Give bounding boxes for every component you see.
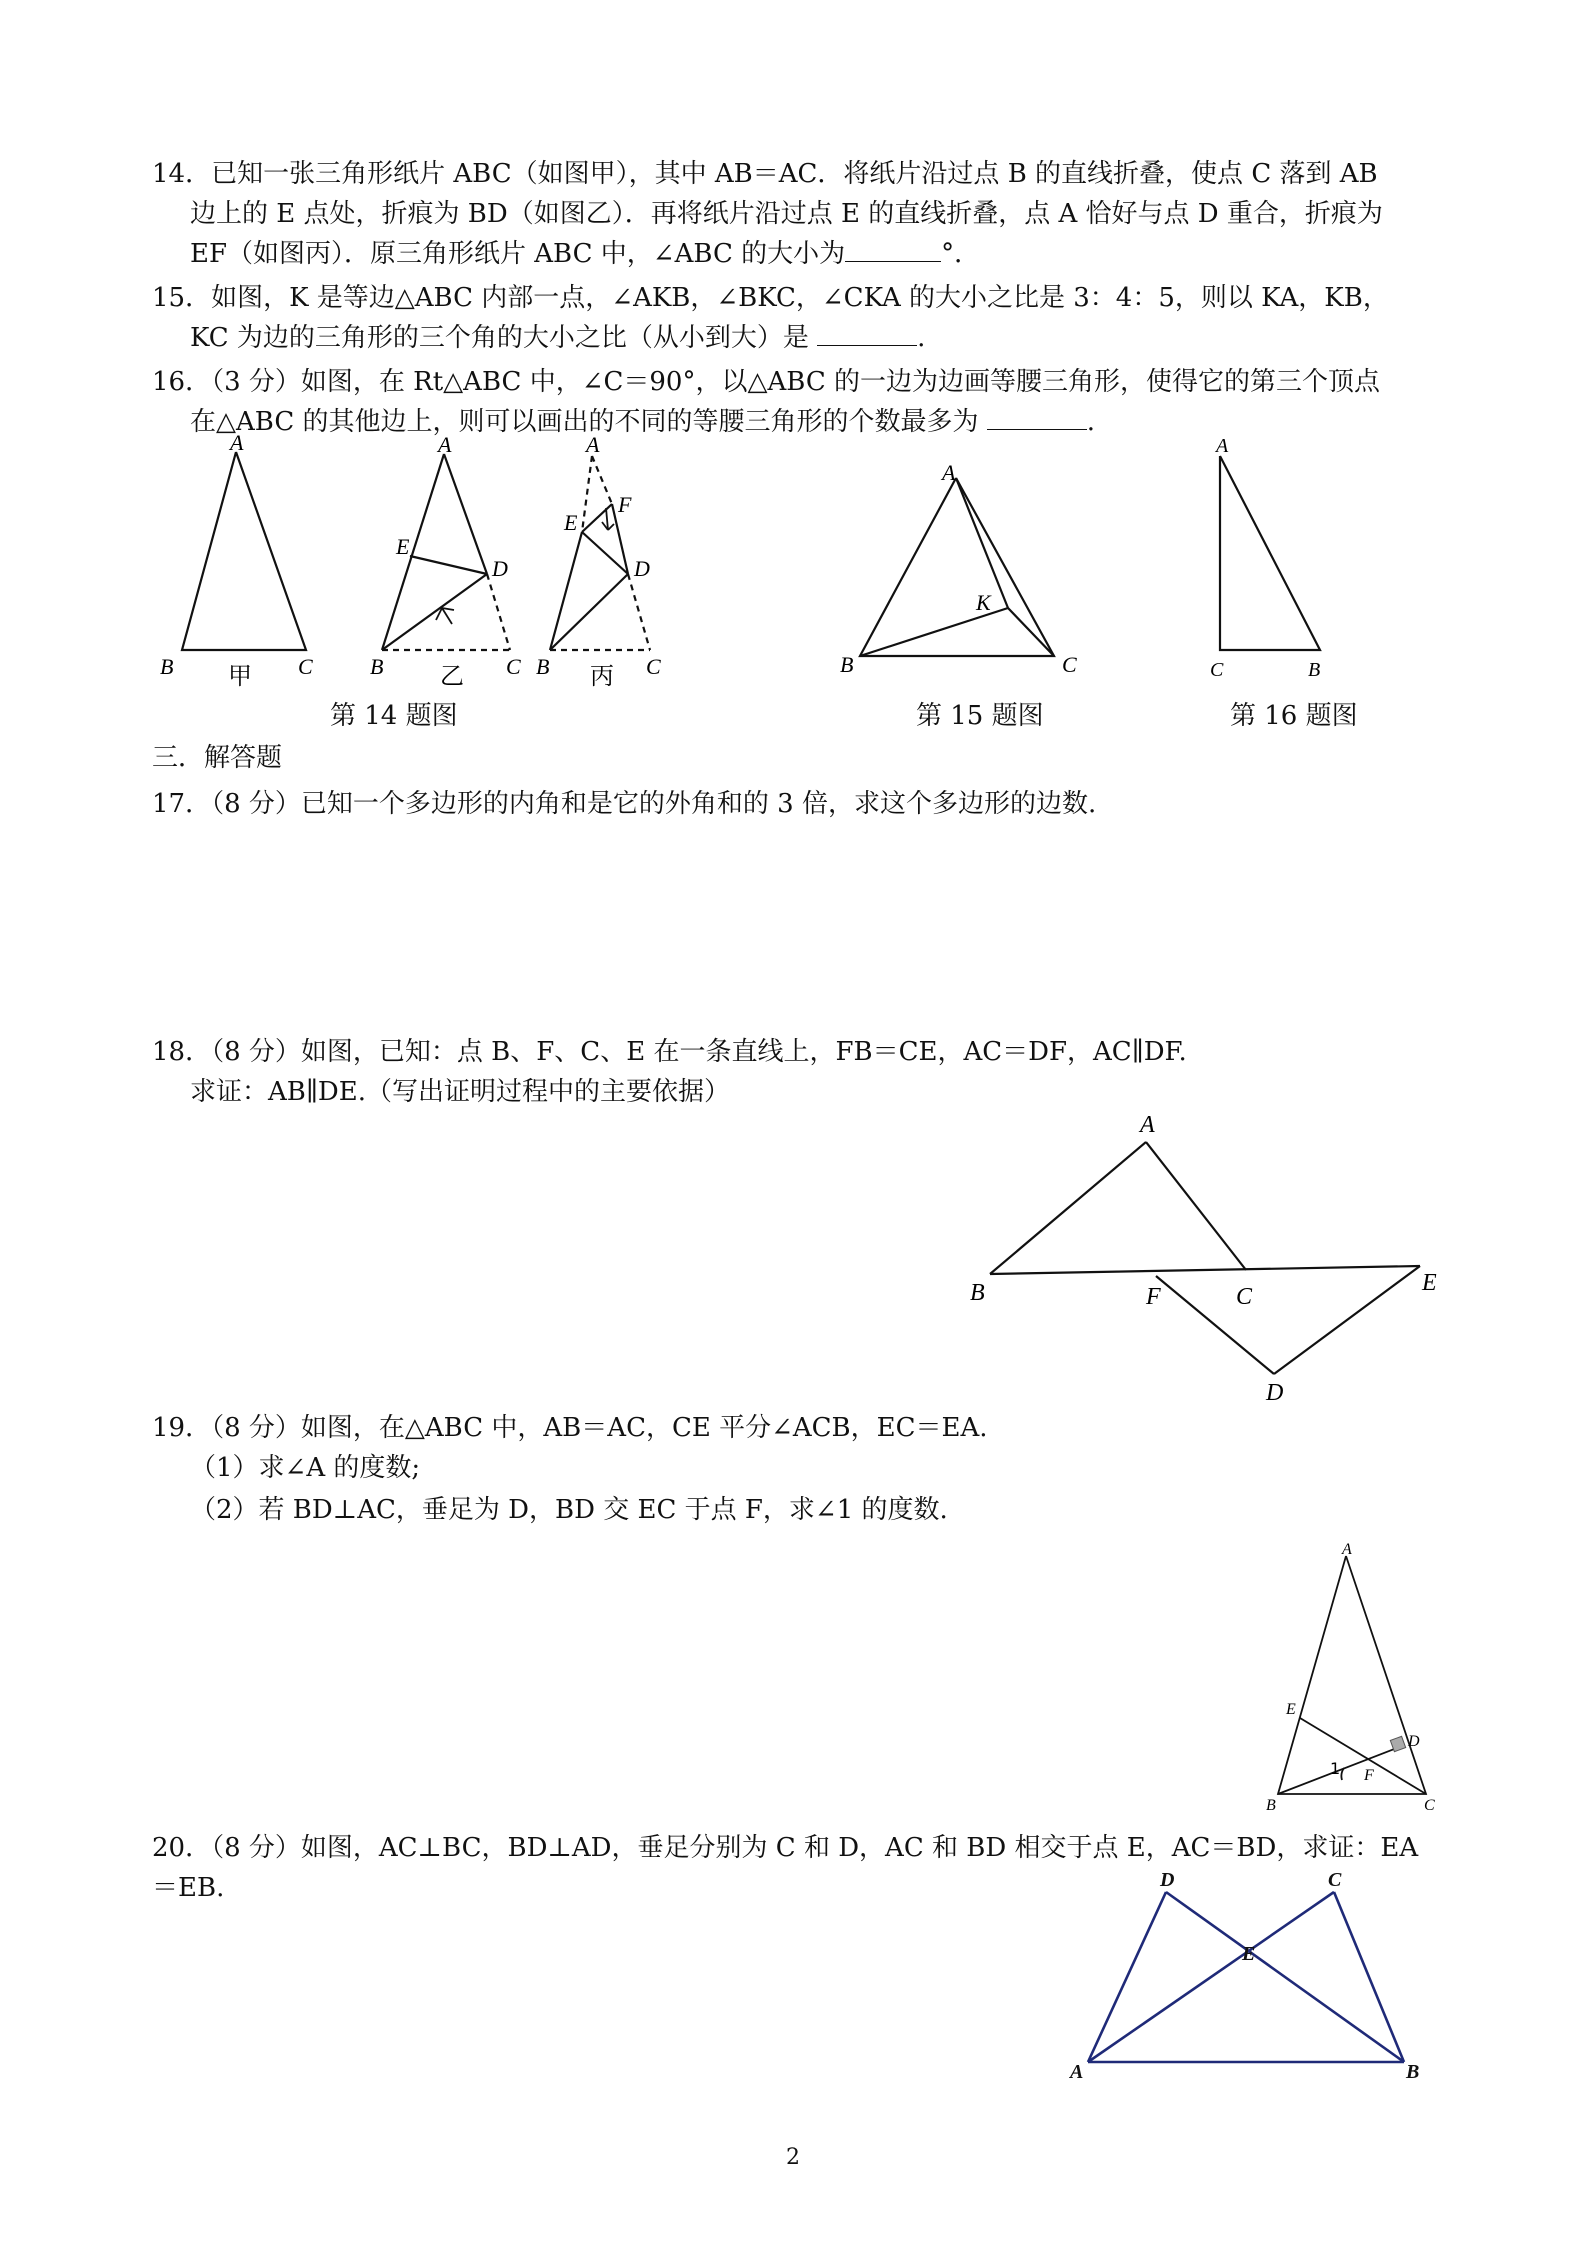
fig14-jia-label-c: C [298,654,313,679]
fig14-jia-label-a: A [230,430,244,455]
section-heading: 三．解答题 [152,743,283,773]
q14-line1: 14．已知一张三角形纸片 ABC（如图甲），其中 AB＝AC．将纸片沿过点 B 的直线折叠，使点 C 落到 AB [152,159,1378,189]
q14-line3 [190,234,980,274]
fig20-label-a: A [1070,2061,1084,2083]
page-number: 2 [786,2145,800,2170]
figure-20 [1060,1866,1420,2096]
fig14-bing-label-c: C [646,654,661,679]
fig16-label-c: C [1210,659,1224,681]
fig15-label-b: B [840,652,854,677]
fig19-line-ec [1300,1718,1426,1794]
fig14-yi-label-e: E [396,534,410,559]
q19-line2: （1）求∠A 的度数; [190,1453,421,1483]
caption-fig16: 第 16 题图 [1230,701,1358,731]
fig14-yi-label-a: A [438,432,452,457]
fig18-label-a: A [1140,1112,1155,1138]
q18-line2: 求证：AB∥DE.（写出证明过程中的主要依据） [190,1077,730,1107]
fig18-line-be [990,1266,1420,1274]
q16-line2-text: 在△ABC 的其他边上，则可以画出的不同的等腰三角形的个数最多为 [190,407,979,437]
fig15-label-k: K [976,590,991,615]
fig20-line-ca [1088,1892,1334,2062]
fig15-triangle [860,478,1054,656]
q16-answer-blank[interactable] [987,403,1087,430]
fig18-line-ab [990,1142,1146,1274]
fig14-bing-caption: 丙 [590,662,614,690]
fig18-label-f: F [1146,1284,1161,1310]
caption-fig15: 第 15 题图 [916,701,1044,731]
fig14-jia-label-b: B [160,654,174,679]
fig14-jia [182,452,306,650]
fig15-label-c: C [1062,652,1077,677]
fig14-yi-label-d: D [492,556,508,581]
q19-line3: （2）若 BD⊥AC，垂足为 D，BD 交 EC 于点 F，求∠1 的度数. [190,1495,948,1525]
fig15-label-a: A [942,460,956,485]
q14-answer-blank[interactable] [845,235,941,262]
figure-16 [1198,435,1321,681]
q14-line3-text: EF（如图丙）．原三角形纸片 ABC 中，∠ABC 的大小为 [190,239,846,269]
figure-15 [840,460,1077,677]
fig19-label-a: A [1342,1541,1352,1558]
q16-line1: 16．（3 分）如图，在 Rt△ABC 中，∠C＝90°，以△ABC 的一边为边画等腰三角形，使得它的第三个顶点 [152,367,1380,397]
figure-14 [150,430,750,690]
q15-answer-blank[interactable] [817,319,917,346]
fig14-bing-label-e: E [564,510,578,535]
q17-text: 17．（8 分）已知一个多边形的内角和是它的外角和的 3 倍，求这个多边形的边数. [152,789,1097,819]
q20-line1: 20．（8 分）如图，AC⊥BC，BD⊥AD，垂足分别为 C 和 D，AC 和 BD 相交于点 E，AC＝BD，求证：EA [152,1833,1419,1863]
fig19-label-f: F [1364,1767,1374,1784]
fig19-triangle [1278,1556,1426,1794]
q15-line1: 15．如图，K 是等边△ABC 内部一点，∠AKB，∠BKC，∠CKA 的大小之比是 3：4：5，则以 KA，KB， [152,283,1389,313]
figure-18 [960,1110,1440,1410]
fig20-label-b: B [1406,2061,1420,2083]
fig16-label-a: A [1216,435,1229,457]
fig14-bing-label-d: D [634,556,650,581]
fig18-line-de [1274,1266,1420,1374]
fig16-triangle [1220,456,1320,650]
q14-line3-end: °． [941,239,981,269]
q16-line2 [190,402,1095,442]
q19-line1: 19．（8 分）如图，在△ABC 中，AB＝AC，CE 平分∠ACB，EC＝EA. [152,1413,988,1443]
q18-line1: 18．（8 分）如图，已知：点 B、F、C、E 在一条直线上，FB＝CE，AC＝DF，AC∥DF. [152,1037,1187,1067]
q14-line2: 边上的 E 点处，折痕为 BD（如图乙）．再将纸片沿过点 E 的直线折叠，点 A 恰好与点 D 重合，折痕为 [190,199,1383,229]
fig14-bing-label-b: B [536,654,550,679]
fig19-label-e: E [1286,1701,1296,1718]
q16-line2-end: . [1086,407,1096,437]
fig14-yi-label-c: C [506,654,521,679]
figure-19 [1262,1540,1435,1820]
fig18-label-d: D [1266,1380,1284,1406]
fig19-label-1: 1 [1330,1759,1341,1778]
fig18-label-c: C [1236,1284,1253,1310]
fig18-line-ac [1146,1142,1246,1270]
fig14-bing-label-a: A [586,432,600,457]
fig14-yi-label-b: B [370,654,384,679]
fig18-label-e: E [1422,1270,1437,1296]
fig16-label-b: B [1308,659,1321,681]
fig14-bing-label-f: F [618,492,632,517]
fig14-jia-triangle [182,452,306,650]
caption-fig14: 第 14 题图 [330,701,458,731]
fig19-label-b: B [1266,1797,1276,1814]
fig20-label-d: D [1160,1869,1175,1891]
fig20-label-c: C [1328,1869,1342,1891]
fig18-label-b: B [970,1280,985,1306]
q20-line2: ＝EB. [152,1873,225,1903]
fig19-label-d: D [1408,1733,1420,1750]
fig14-yi-caption: 乙 [440,662,464,690]
fig14-jia-caption: 甲 [228,662,252,690]
q15-line2-text: KC 为边的三角形的三个角的大小之比（从小到大）是 [190,323,809,353]
fig19-label-c: C [1424,1797,1435,1814]
fig14-bing [550,456,650,650]
q15-line2-end: . [917,323,926,353]
q15-line2 [190,318,925,358]
fig18-line-fd [1156,1276,1274,1374]
fig20-label-e: E [1242,1943,1256,1965]
